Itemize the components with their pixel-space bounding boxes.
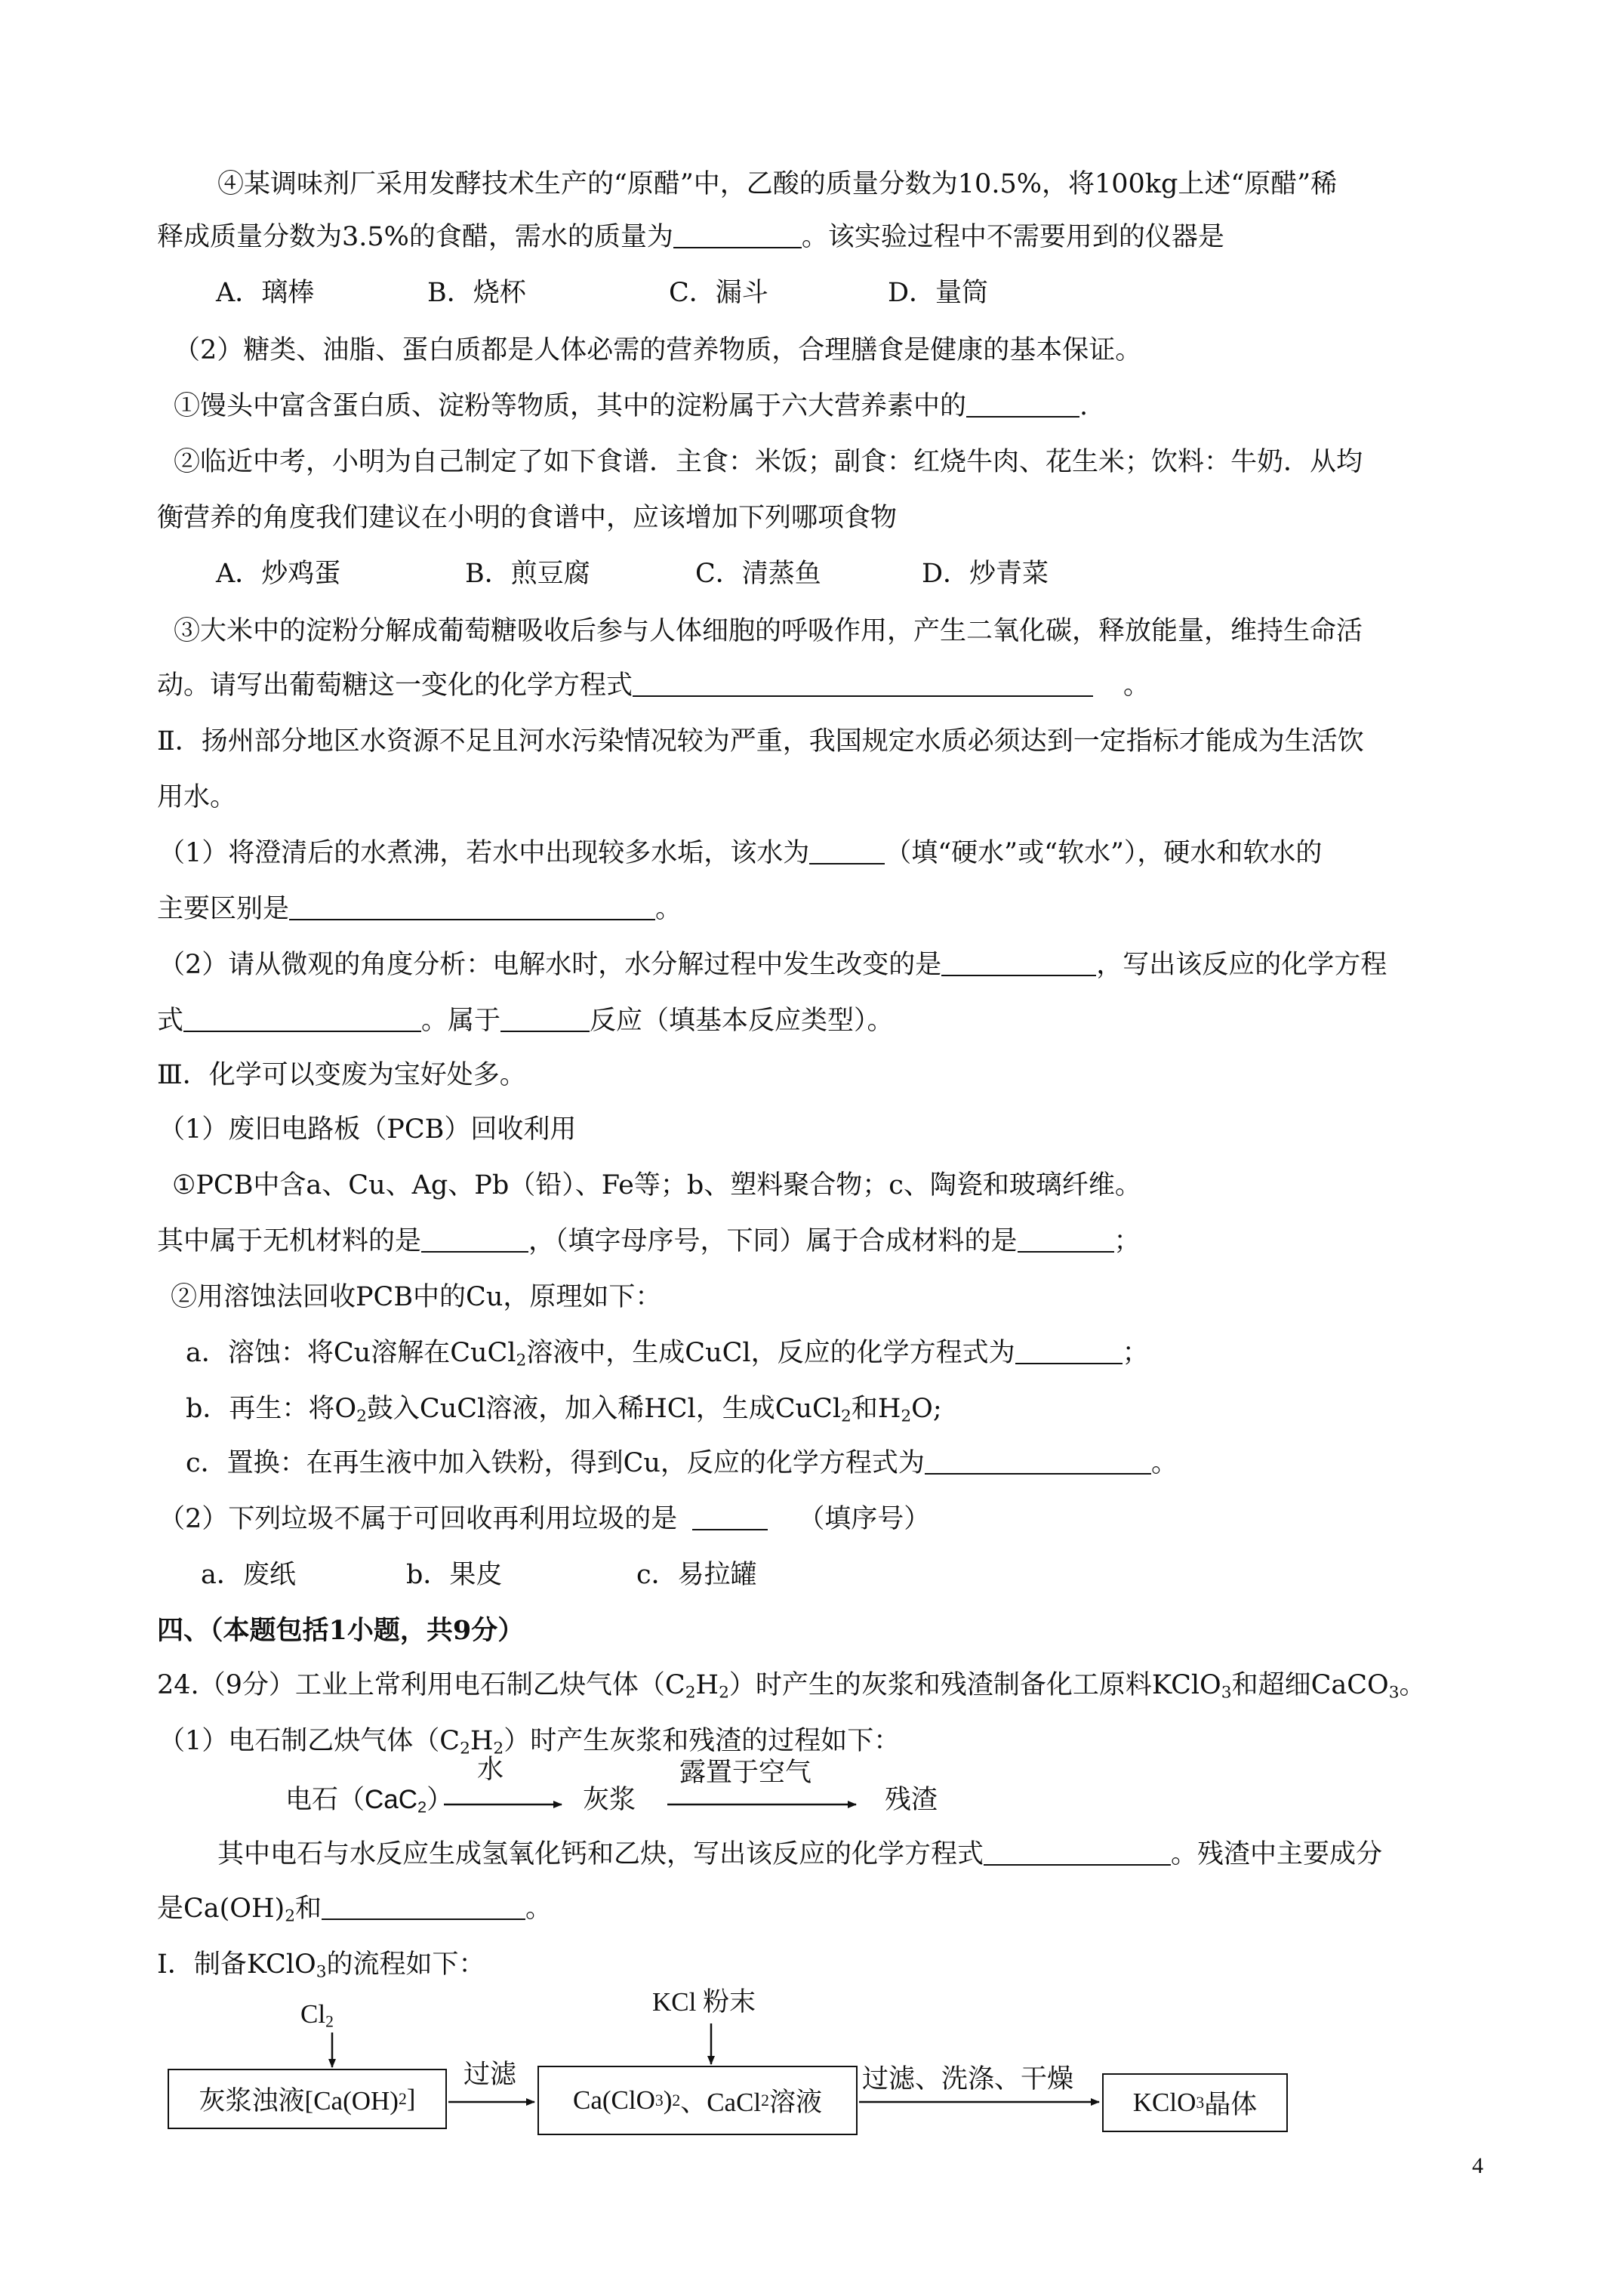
flow2-box-slurry-close: ] <box>406 2084 416 2113</box>
option-b[interactable]: B．烧杯 <box>427 278 526 308</box>
flow2-arrow-2-label: 过滤、洗涤、干燥 <box>862 2064 1074 2094</box>
option-d[interactable]: D．炒青菜 <box>922 559 1049 589</box>
nutrition-q3-text: 动。请写出葡萄糖这一变化的化学方程式 <box>157 670 633 701</box>
pcb-question-tail: ； <box>1113 1226 1141 1256</box>
kclo3-title-text: Ⅰ．制备KClO <box>157 1949 316 1980</box>
water-q2-line-2-tail: 反应（填基本反应类型）。 <box>590 1006 894 1036</box>
flow2-box-slurry: 灰浆浊液[Ca(OH) 2 ] <box>168 2069 447 2129</box>
water-q1-line-2-text: 主要区别是 <box>157 894 290 924</box>
part-1-question-line-2-text: 是Ca(OH) <box>157 1894 285 1924</box>
etch-step-a-text: a．溶蚀：将Cu溶解在CuCl <box>186 1338 516 1368</box>
subscript: 2 <box>901 1407 912 1426</box>
part-1-question-line-2-mid: 和 <box>295 1894 322 1924</box>
subscript: 2 <box>285 1906 295 1926</box>
q4-line-2-text: 释成质量分数为3.5%的食醋，需水的质量为 <box>157 222 673 252</box>
subscript: 2 <box>719 1683 729 1703</box>
subscript: 2 <box>516 1351 527 1370</box>
option-a[interactable]: A．炒鸡蛋 <box>216 559 341 589</box>
water-intro-line-2: 用水。 <box>157 782 237 812</box>
subscript: 2 <box>356 1407 367 1426</box>
water-q1-text: （1）将澄清后的水煮沸，若水中出现较多水垢，该水为 <box>159 838 810 868</box>
question-24-text-5: 。 <box>1399 1670 1426 1700</box>
waste-q2-tail: （填序号） <box>798 1504 931 1534</box>
subscript: 2 <box>841 1407 852 1426</box>
water-q2-line-2-mid: 。属于 <box>421 1006 501 1036</box>
subscript: 3 <box>1388 1683 1400 1703</box>
subscript: 3 <box>1221 1683 1232 1703</box>
flow2-box-crystal: KClO 3 晶体 <box>1102 2073 1288 2132</box>
subscript: 2 <box>325 2012 334 2031</box>
etch-step-c-tail: 。 <box>1150 1448 1178 1478</box>
option-a[interactable]: a．废纸 <box>201 1560 296 1590</box>
etch-step-a-text-2: 溶液中，生成CuCl，反应的化学方程式为 <box>526 1338 1015 1368</box>
nutrition-q3-tail: 。 <box>1123 670 1150 701</box>
flow2-input-cl2-text: Cl <box>300 1999 326 2029</box>
water-q2-tail: ，写出该反应的化学方程 <box>1096 950 1387 980</box>
water-q2-line-2-text: 式 <box>157 1006 184 1036</box>
flow1-arrow-2-label: 露置于空气 <box>679 1758 812 1787</box>
water-q1-line-2-tail: 。 <box>655 894 682 924</box>
subscript: 2 <box>685 1683 696 1703</box>
flow1-mid: 灰浆 <box>583 1785 636 1814</box>
etch-step-b-text-4: O; <box>911 1394 942 1424</box>
option-a[interactable]: A．璃棒 <box>216 278 315 308</box>
flow2-box-slurry-text: 灰浆浊液[Ca(OH) <box>199 2086 399 2116</box>
etch-step-b-text-3: 和H <box>851 1394 901 1424</box>
part-1-text: （1）电石制乙炔气体（C <box>159 1726 460 1756</box>
flow2-arrow-1-label: 过滤 <box>463 2060 517 2089</box>
flow1-arrow-1-label: 水 <box>477 1755 504 1784</box>
flow1-end: 残渣 <box>885 1785 938 1814</box>
subscript: 2 <box>493 1739 504 1758</box>
subscript: 2 <box>417 1797 427 1817</box>
pcb-question-mid: ，（填字母序号，下同）属于合成材料的是 <box>528 1226 1018 1256</box>
etch-step-b-text-2: 鼓入CuCl溶液，加入稀HCl，生成CuCl <box>366 1394 842 1424</box>
section-heading: 四、（本题包括1小题，共9分） <box>157 1615 525 1646</box>
pcb-title: （1）废旧电路板（PCB）回收利用 <box>159 1114 577 1145</box>
pcb-items: ①PCB中含a、Cu、Ag、Pb（铅）、Fe等；b、塑料聚合物；c、陶瓷和玻璃纤维。 <box>172 1170 1141 1200</box>
etch-step-c-text: c．置换：在再生液中加入铁粉，得到Cu，反应的化学方程式为 <box>186 1448 925 1478</box>
option-c[interactable]: C．漏斗 <box>669 278 768 308</box>
flow1-start-text: 电石（CaC <box>285 1785 418 1814</box>
flow1-start-close: ） <box>427 1785 454 1814</box>
nutrition-q2-line-2: 衡营养的角度我们建议在小明的食谱中，应该增加下列哪项食物 <box>157 503 898 533</box>
water-q1-tail: （填“硬水”或“软水”），硬水和软水的 <box>885 838 1323 868</box>
nutrition-q3-line-1: ③大米中的淀粉分解成葡萄糖吸收后参与人体细胞的呼吸作用，产生二氧化碳，释放能量，维持生命活 <box>174 616 1363 646</box>
water-q2-text: （2）请从微观的角度分析：电解水时，水分解过程中发生改变的是 <box>159 950 942 980</box>
water-intro-line-1: Ⅱ．扬州部分地区水资源不足且河水污染情况较为严重，我国规定水质必须达到一定指标才能成为生活饮 <box>157 726 1364 757</box>
q4-line-1: ④某调味剂厂采用发酵技术生产的“原醋”中，乙酸的质量分数为10.5%，将100kg上述“原醋”稀 <box>217 169 1338 199</box>
question-24-text-4: 和超细CaCO <box>1231 1670 1389 1700</box>
etch-step-a-tail: ； <box>1122 1338 1149 1368</box>
subscript: 2 <box>460 1739 470 1758</box>
subscript: 3 <box>316 1962 327 1982</box>
waste-q2-text: （2）下列垃圾不属于可回收再利用垃圾的是 <box>159 1504 678 1534</box>
flow2-input-kcl: KCl 粉末 <box>652 1987 756 2017</box>
option-d[interactable]: D．量筒 <box>888 278 989 308</box>
question-24-text: 24.（9分）工业上常利用电石制乙炔气体（C <box>157 1670 685 1700</box>
flow2-box-solution-text-4: 溶液 <box>769 2088 823 2117</box>
nutrition-q2-line-1: ②临近中考，小明为自己制定了如下食谱．主食：米饭；副食：红烧牛肉、花生米；饮料：牛奶．从均 <box>174 447 1363 477</box>
part-1-text-2: H <box>470 1726 494 1756</box>
pcb-question-text: 其中属于无机材料的是 <box>157 1226 422 1256</box>
nutrition-q1-tail: . <box>1079 391 1089 421</box>
waste-intro: Ⅲ．化学可以变废为宝好处多。 <box>157 1060 526 1090</box>
page-number: 4 <box>1472 2153 1483 2178</box>
option-b[interactable]: B．煎豆腐 <box>465 559 590 589</box>
flow2-box-crystal-text: KClO <box>1132 2088 1196 2117</box>
option-c[interactable]: c．易拉罐 <box>636 1560 757 1590</box>
flow2-box-solution: Ca(ClO 3 ) 2 、CaCl 2 溶液 <box>537 2066 858 2135</box>
flow2-box-solution-text-3: 、CaCl <box>680 2088 762 2117</box>
flow2-box-crystal-tail: 晶体 <box>1204 2090 1258 2119</box>
question-24-text-3: ）时产生的灰浆和残渣制备化工原料KClO <box>728 1670 1221 1700</box>
question-24-text-2: H <box>695 1670 719 1700</box>
flow2-box-solution-text: Ca(ClO <box>572 2085 655 2115</box>
flow2-box-solution-text-2: ) <box>663 2085 673 2115</box>
part-1-question-tail: 。残渣中主要成分 <box>1171 1839 1383 1869</box>
q4-line-2-tail: 。该实验过程中不需要用到的仪器是 <box>801 222 1224 252</box>
etch-step-b-text: b．再生：将O <box>186 1394 357 1424</box>
nutrition-q1-text: ①馒头中富含蛋白质、淀粉等物质，其中的淀粉属于六大营养素中的 <box>174 391 967 421</box>
option-c[interactable]: C．清蒸鱼 <box>695 559 821 589</box>
nutrition-intro: （2）糖类、油脂、蛋白质都是人体必需的营养物质，合理膳食是健康的基本保证。 <box>174 335 1142 365</box>
part-1-question-text: 其中电石与水反应生成氢氧化钙和乙炔，写出该反应的化学方程式 <box>217 1839 984 1869</box>
kclo3-title-tail: 的流程如下： <box>326 1949 485 1980</box>
part-1-text-3: ）时产生灰浆和残渣的过程如下： <box>504 1726 901 1756</box>
option-b[interactable]: b．果皮 <box>406 1560 503 1590</box>
part-1-question-line-2-tail: 。 <box>525 1894 553 1924</box>
etch-title: ②用溶蚀法回收PCB中的Cu，原理如下： <box>171 1282 662 1312</box>
